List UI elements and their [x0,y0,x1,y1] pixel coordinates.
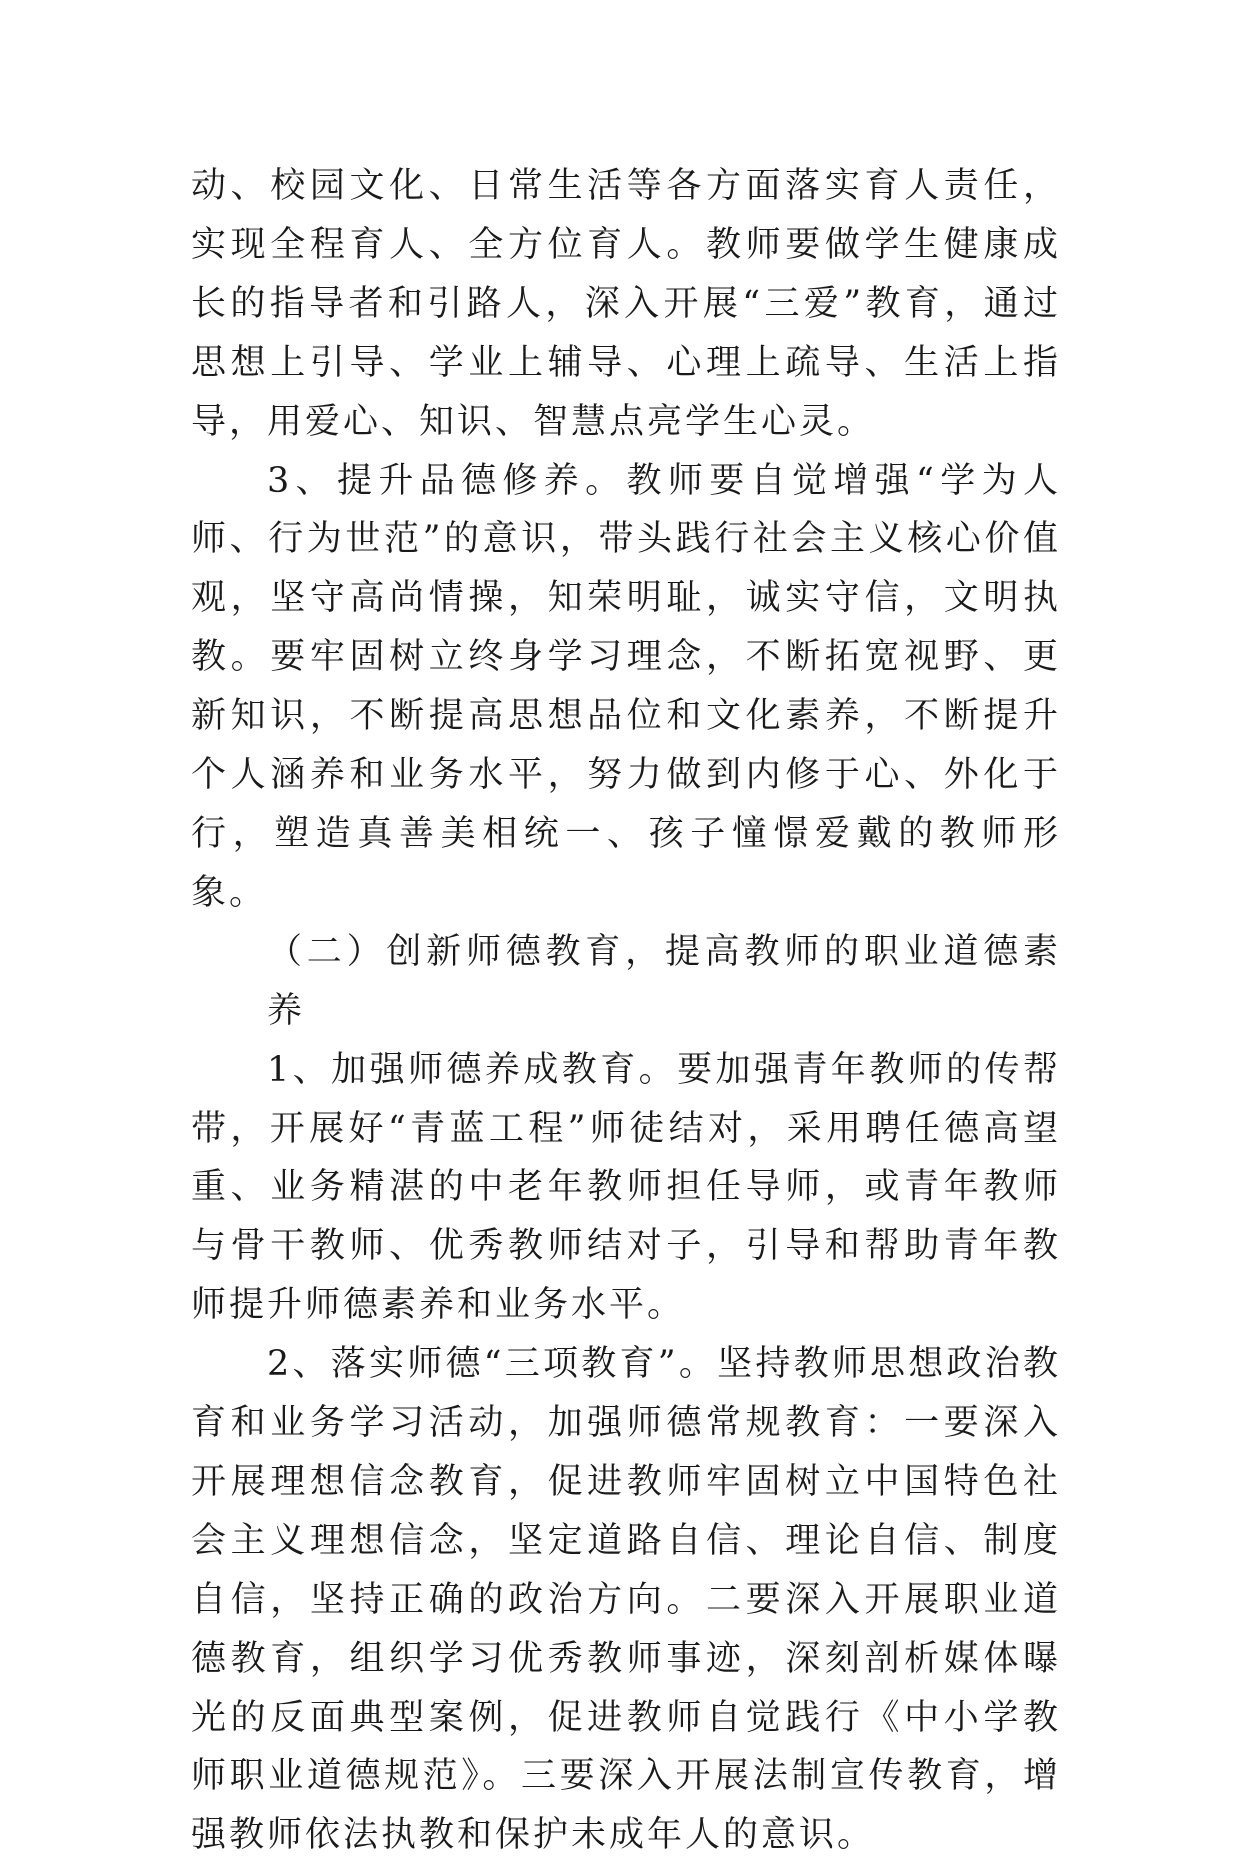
document-body [191,157,1061,1865]
paragraph-item-3: 3、提升品德修养。教师要自觉增强“学为人师、行为世范”的意识，带头践行社会主义核心价值观，坚守高尚情操，知荣明耻，诚实守信，文明执教。要牢固树立终身学习理念，不断拓宽视野、更新知识，不断提高思想品位和文化素养，不断提升个人涵养和业务水平，努力做到内修于心、外化于行，塑造真善美相统一、孩子憧憬爱戴的教师形象。 [191,460,1061,913]
section-heading-2: （二）创新师德教育，提高教师的职业道德素养 [267,931,1061,1031]
paragraph-item-1: 1、加强师德养成教育。要加强青年教师的传帮带，开展好“青蓝工程”师徒结对，采用聘任德高望重、业务精湛的中老年教师担任导师，或青年教师与骨干教师、优秀教师结对子，引导和帮助青年教师提升师德素养和业务水平。 [191,1049,1061,1326]
paragraph-continuation: 动、校园文化、日常生活等各方面落实育人责任，实现全程育人、全方位育人。教师要做学生健康成长的指导者和引路人，深入开展“三爱”教育，通过思想上引导、学业上辅导、心理上疏导、生活上指导，用爱心、知识、智慧点亮学生心灵。 [191,166,1061,442]
paragraph-item-2: 2、落实师德“三项教育”。坚持教师思想政治教育和业务学习活动，加强师德常规教育：一要深入开展理想信念教育，促进教师牢固树立中国特色社会主义理想信念，坚定道路自信、理论自信、制度自信，坚持正确的政治方向。二要深入开展职业道德教育，组织学习优秀教师事迹，深刻剖析媒体曝光的反面典型案例，促进教师自觉践行《中小学教师职业道德规范》。三要深入开展法制宣传教育，增强教师依法执教和保护未成年人的意识。 [191,1344,1061,1856]
